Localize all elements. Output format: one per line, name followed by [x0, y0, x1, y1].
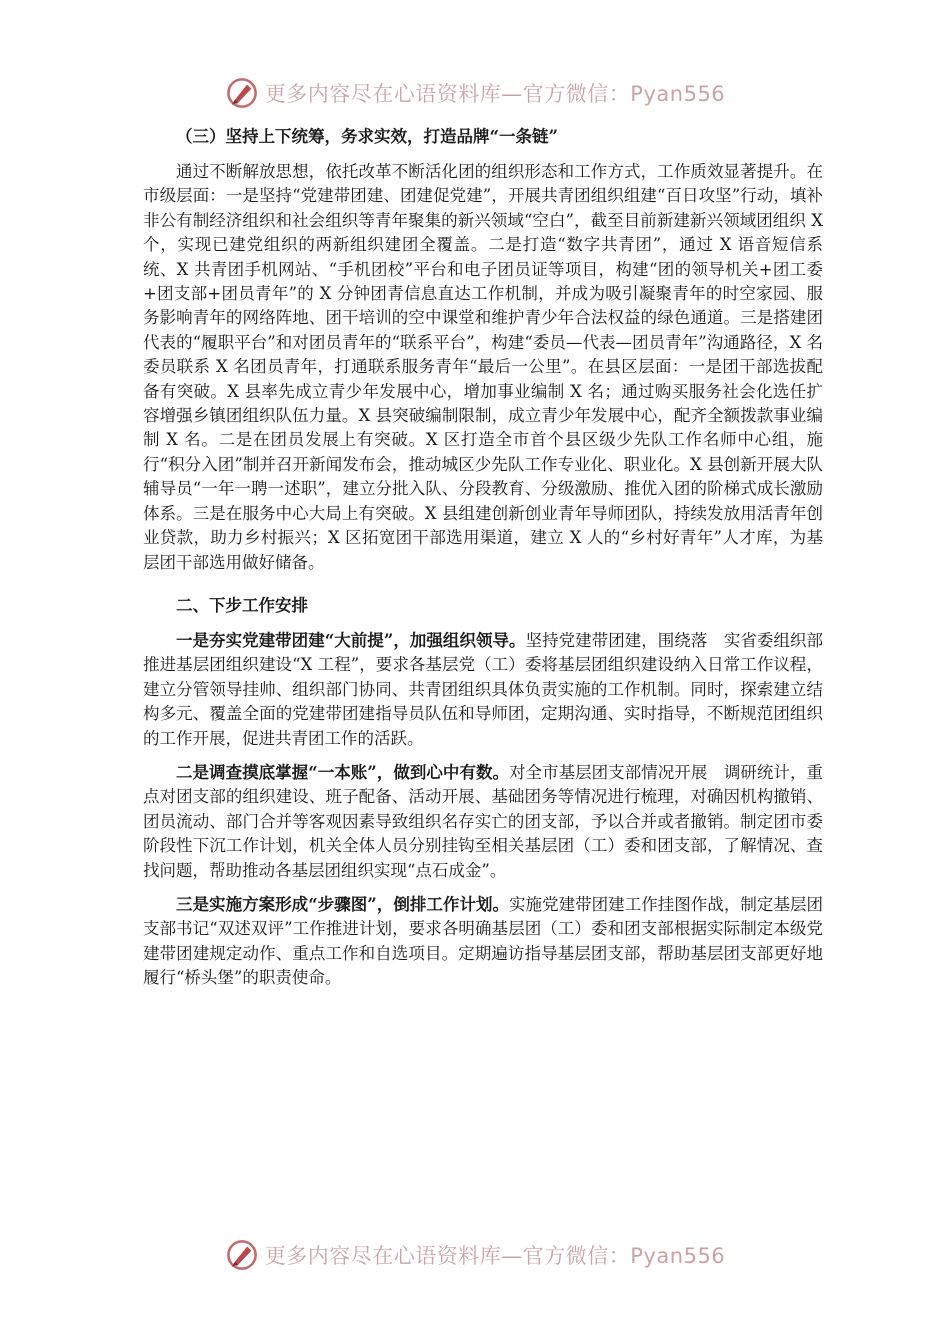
work-item-body: 实施党建带团建工作挂图作战，制定基层团支部书记“双述双评”工作推进计划，要求各明确基层团（工）委和团支部根据实际制定本级党建带团建规定动作、重点工作和自选项目。定期遍访指导基层团支部，帮助基层团支部更好地履行“桥头堡”的职责使命。: [143, 894, 824, 988]
watermark-footer: [0, 1238, 950, 1272]
work-item-body: 坚持党建带团建，围绕落 实省委组织部推进基层团组织建设“X 工程”，要求各基层党（工）委将基层团组织建设纳入日常工作议程，建立分管领导挂帅、组织部门协同、共青团组织具体负责实施的工作机制。同时，探索建立结构多元、覆盖全面的党建带团建指导员队伍和导师团，定期沟通、实时指导，不断规范团组织的工作开展，促进共青团工作的活跃。: [143, 630, 824, 748]
work-item-lead: 一是夯实党建带团建“大前提”，加强组织领导。: [176, 630, 526, 650]
work-item-lead: 二是调查摸底掌握“一本账”，做到心中有数。: [176, 762, 510, 782]
work-item-body: 对全市基层团支部情况开展 调研统计，重点对团支部的组织建设、班子配备、活动开展、基础团务等情况进行梳理，对确因机构撤销、团员流动、部门合并等客观因素导致组织名存实亡的团支部，予以合并或者撤销。制定团市委阶段性下沉工作计划，机关全体人员分别挂钩至相关基层团（工）委和团支部，了解情况、查找问题，帮助推动各基层团组织实现“点石成金”。: [143, 762, 824, 880]
work-item-1: [143, 629, 823, 751]
pen-logo-icon: [225, 1238, 259, 1272]
section-heading: （三）坚持上下统筹，务求实效，打造品牌“一条链”: [176, 127, 558, 146]
pen-logo-icon: [225, 76, 259, 110]
watermark-text: 更多内容尽在心语资料库—官方微信：Pyan556: [264, 1244, 726, 1268]
section-paragraph: 通过不断解放思想，依托改革不断活化团的组织形态和工作方式，工作质效显著提升。在市级层面：一是坚持“党建带团建、团建促党建”，开展共青团组织组建“百日攻坚”行动，填补非公有制经济组织和社会组织等青年聚集的新兴领域“空白”，截至目前新建新兴领域团组织 X 个，实现已建党组织的两新组织建团全覆盖。二是打造“数字共青团”，通过 X 语音短信系统、X 共青团手机网站、“手机团校”平台和电子团员证等项目，构建“团的领导机关+团工委+团支部+团员青年”的 X 分钟团青信息直达工作机制，并成为吸引凝聚青年的时空家园、服务影响青年的网络阵地、团干培训的空中课堂和维护青少年合法权益的绿色通道。三是搭建团代表的“履职平台”和对团员青年的“联系平台”，构建“委员—代表—团员青年”沟通路径，X 名委员联系 X 名团员青年，打通联系服务青年“最后一公里”。在县区层面：一是团干部选拔配备有突破。X 县率先成立青少年发展中心，增加事业编制 X 名；通过购买服务社会化选任扩容增强乡镇团组织队伍力量。X 县突破编制限制，成立青少年发展中心，配齐全额拨款事业编制 X 名。二是在团员发展上有突破。X 区打造全市首个县区级少先队工作名师中心组，施行“积分入团”制并召开新闻发布会，推动城区少先队工作专业化、职业化。X 县创新开展大队辅导员“一年一聘一述职”，建立分批入队、分段教育、分级激励、推优入团的阶梯式成长激励体系。三是在服务中心大局上有突破。X 县组建创新创业青年导师团队，持续发放用活青年创业贷款，助力乡村振兴；X 区拓宽团干部选用渠道，建立 X 人的“乡村好青年”人才库，为基层团干部选用做好储备。: [143, 162, 823, 572]
watermark-text: 更多内容尽在心语资料库—官方微信：Pyan556: [264, 82, 726, 106]
work-item-lead: 三是实施方案形成“步骤图”，倒排工作计划。: [176, 894, 510, 914]
work-item-2: [143, 761, 823, 883]
part-heading: 二、下步工作安排: [176, 595, 308, 615]
watermark-header: [0, 76, 950, 110]
work-item-3: [143, 893, 823, 991]
document-body: [143, 124, 823, 1001]
